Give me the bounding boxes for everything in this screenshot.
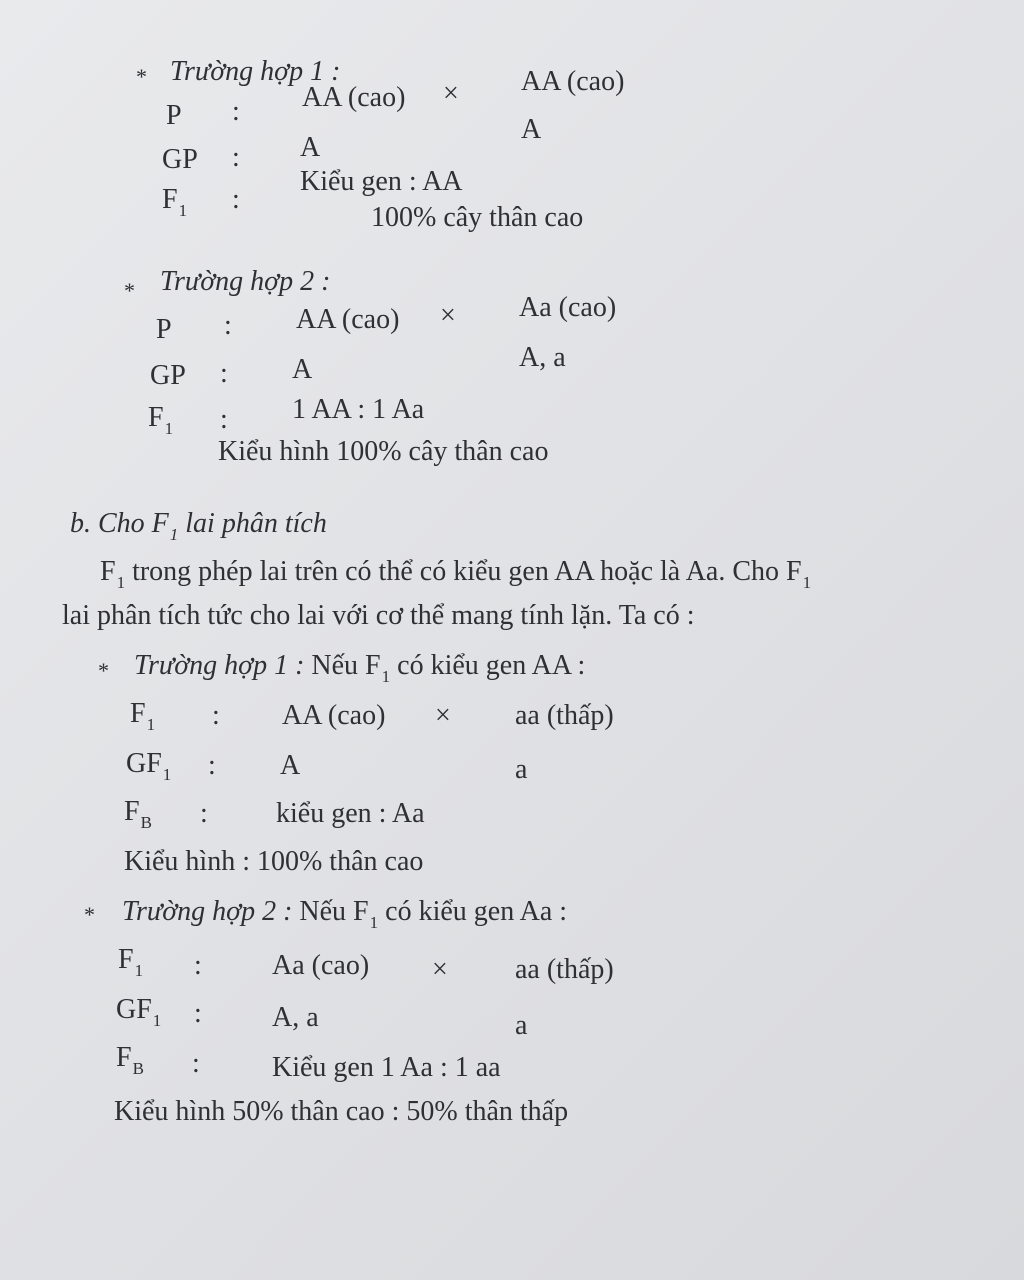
parent-genotype-right: aa (thấp) bbox=[515, 700, 614, 731]
case-title-with-condition: Trường hợp 2 : Nếu $F_1$ có kiểu gen Aa : bbox=[122, 896, 568, 932]
row-separator: : bbox=[220, 358, 228, 389]
row-label: $F_1$ bbox=[130, 698, 156, 734]
bullet-star: * bbox=[84, 902, 95, 927]
offspring-genotype: Kiểu gen 1 Aa : 1 aa bbox=[272, 1052, 501, 1083]
cross-symbol: × bbox=[432, 954, 448, 985]
parent-genotype-right: aa (thấp) bbox=[515, 954, 614, 985]
row-separator: : bbox=[192, 1048, 200, 1079]
gamete-left: A bbox=[300, 132, 321, 163]
gamete-left: A, a bbox=[272, 1002, 319, 1033]
cross-symbol: × bbox=[443, 78, 459, 109]
offspring-genotype: kiểu gen : Aa bbox=[276, 798, 425, 829]
row-separator: : bbox=[224, 310, 232, 341]
row-label: $F_B$ bbox=[116, 1042, 144, 1078]
row-separator: : bbox=[194, 998, 202, 1029]
row-separator: : bbox=[232, 142, 240, 173]
offspring-genotype: Kiểu gen : AA bbox=[300, 166, 463, 197]
gamete-right: A bbox=[521, 114, 542, 145]
row-label: $F_1$ bbox=[162, 184, 188, 220]
bullet-star: * bbox=[136, 64, 147, 89]
case-title: Trường hợp 2 : bbox=[160, 266, 331, 297]
row-label: GP bbox=[162, 144, 198, 175]
gamete-right: a bbox=[515, 754, 528, 785]
row-separator: : bbox=[220, 404, 228, 435]
parent-genotype-left: Aa (cao) bbox=[272, 950, 370, 981]
row-label: $GF_1$ bbox=[116, 994, 162, 1030]
row-label: P bbox=[156, 314, 172, 345]
phenotype-line: Kiểu hình : 100% thân cao bbox=[124, 846, 424, 877]
cross-symbol: × bbox=[435, 700, 451, 731]
row-label: $F_1$ bbox=[118, 944, 144, 980]
row-label: GP bbox=[150, 360, 186, 391]
row-label: P bbox=[166, 100, 182, 131]
bullet-star: * bbox=[124, 278, 135, 303]
row-label: $GF_1$ bbox=[126, 748, 172, 784]
case-title: Trường hợp 1 : bbox=[170, 56, 341, 87]
gamete-right: a bbox=[515, 1010, 528, 1041]
gamete-left: A bbox=[280, 750, 301, 781]
paragraph-line: lai phân tích tức cho lai với cơ thể mang tính lặn. Ta có : bbox=[62, 600, 695, 631]
parent-genotype-right: Aa (cao) bbox=[519, 292, 617, 323]
gamete-left: A bbox=[292, 354, 313, 385]
phenotype-line: Kiểu hình 100% cây thân cao bbox=[218, 436, 549, 467]
parent-genotype-left: AA (cao) bbox=[296, 304, 400, 335]
row-label: $F_1$ bbox=[148, 402, 174, 438]
parent-genotype-right: AA (cao) bbox=[521, 66, 625, 97]
paragraph-line: $F_1$ trong phép lai trên có thể có kiểu gen AA hoặc là Aa. Cho $F_1$ bbox=[100, 556, 812, 592]
bullet-star: * bbox=[98, 658, 109, 683]
phenotype-line: 100% cây thân cao bbox=[371, 202, 584, 233]
row-separator: : bbox=[200, 798, 208, 829]
parent-genotype-left: AA (cao) bbox=[302, 82, 406, 113]
row-separator: : bbox=[212, 700, 220, 731]
section-heading: b. Cho $F_1$ lai phân tích bbox=[70, 508, 327, 544]
row-label: $F_B$ bbox=[124, 796, 152, 832]
row-separator: : bbox=[232, 96, 240, 127]
cross-symbol: × bbox=[440, 300, 456, 331]
phenotype-line: Kiểu hình 50% thân cao : 50% thân thấp bbox=[114, 1096, 569, 1127]
case-title-with-condition: Trường hợp 1 : Nếu $F_1$ có kiểu gen AA : bbox=[134, 650, 586, 686]
parent-genotype-left: AA (cao) bbox=[282, 700, 386, 731]
offspring-genotype: 1 AA : 1 Aa bbox=[292, 394, 425, 425]
row-separator: : bbox=[194, 950, 202, 981]
gamete-right: A, a bbox=[519, 342, 566, 373]
row-separator: : bbox=[232, 184, 240, 215]
row-separator: : bbox=[208, 750, 216, 781]
